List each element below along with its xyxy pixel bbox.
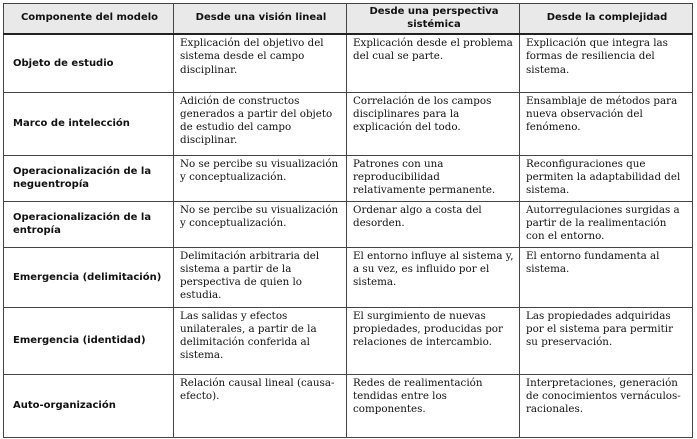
cell-complejidad: Autorregulaciones surgidas a partir de la realimentación con el entorno. <box>520 201 693 247</box>
row-label: Objeto de estudio <box>4 34 174 92</box>
cell-lineal: Adición de constructos generados a partir del objeto de estudio del campo disciplinar. <box>174 92 347 155</box>
cell-sistemica: El entorno influye al sistema y, a su vez, es influido por el sistema. <box>347 247 520 307</box>
table-row <box>4 201 693 247</box>
row-label: Operacionalización de la neguentropía <box>4 155 174 201</box>
cell-complejidad: Interpretaciones, generación de conocimientos vernáculos-racionales. <box>520 374 693 437</box>
cell-sistemica: Patrones con una reproducibilidad relativamente permanente. <box>347 155 520 201</box>
cell-complejidad: Reconfiguraciones que permiten la adaptabilidad del sistema. <box>520 155 693 201</box>
cell-complejidad: Ensamblaje de métodos para nueva observación del fenómeno. <box>520 92 693 155</box>
header-sistemica: Desde una perspectiva sistémica <box>347 4 520 35</box>
cell-sistemica: Redes de realimentación tendidas entre los componentes. <box>347 374 520 437</box>
header-component: Componente del modelo <box>4 4 174 35</box>
cell-complejidad: El entorno fundamenta al sistema. <box>520 247 693 307</box>
comparison-table <box>3 3 693 438</box>
table-row <box>4 307 693 374</box>
cell-lineal: No se percibe su visualización y conceptualización. <box>174 155 347 201</box>
row-label: Operacionalización de la entropía <box>4 201 174 247</box>
header-lineal: Desde una visión lineal <box>174 4 347 35</box>
table-row <box>4 155 693 201</box>
table-row <box>4 247 693 307</box>
cell-sistemica: Ordenar algo a costa del desorden. <box>347 201 520 247</box>
row-label: Marco de intelección <box>4 92 174 155</box>
row-label: Emergencia (delimitación) <box>4 247 174 307</box>
cell-lineal: Explicación del objetivo del sistema desde el campo disciplinar. <box>174 34 347 92</box>
cell-complejidad: Explicación que integra las formas de resiliencia del sistema. <box>520 34 693 92</box>
header-complejidad: Desde la complejidad <box>520 4 693 35</box>
row-label: Emergencia (identidad) <box>4 307 174 374</box>
cell-sistemica: Correlación de los campos disciplinares para la explicación del todo. <box>347 92 520 155</box>
table-row <box>4 374 693 437</box>
cell-sistemica: El surgimiento de nuevas propiedades, producidas por relaciones de intercambio. <box>347 307 520 374</box>
cell-complejidad: Las propiedades adquiridas por el sistema para permitir su preservación. <box>520 307 693 374</box>
header-row <box>4 4 693 35</box>
cell-lineal: No se percibe su visualización y conceptualización. <box>174 201 347 247</box>
table-row <box>4 34 693 92</box>
row-label: Auto-organización <box>4 374 174 437</box>
cell-sistemica: Explicación desde el problema del cual se parte. <box>347 34 520 92</box>
cell-lineal: Las salidas y efectos unilaterales, a partir de la delimitación conferida al sistema. <box>174 307 347 374</box>
cell-lineal: Delimitación arbitraria del sistema a partir de la perspectiva de quien lo estudia. <box>174 247 347 307</box>
table-row <box>4 92 693 155</box>
cell-lineal: Relación causal lineal (causa-efecto). <box>174 374 347 437</box>
